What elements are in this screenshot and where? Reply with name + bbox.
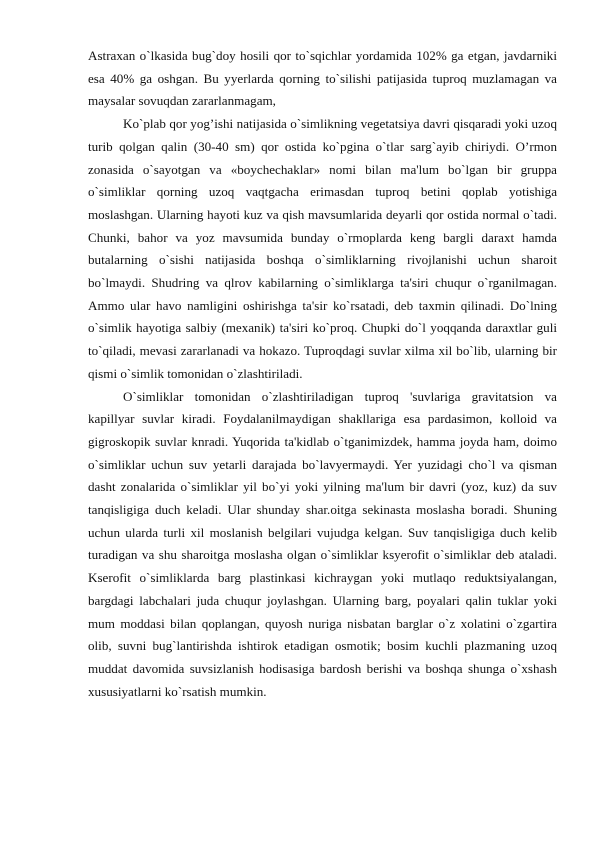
- paragraph-2: Ko`plab qor yog’ishi natijasida o`simlikning vegetatsiya davri qisqaradi yoki uzoq turib qolgan qalin (30-40 sm) qor ostida ko`pgina o`tlar sarg`ayib chiriydi. O’rmon zonasida o`sayotgan va «boychechaklar» nomi bilan ma'lum bo`lgan bir gruppa o`simliklar qorning uzoq vaqtgacha erimasdan tuproq betini qoplab yotishiga moslashgan. Ularning hayoti kuz va qish mavsumlarida deyarli qor ostida normal o`tadi. Chunki, bahor va yoz mavsumida bunday o`rmoplarda keng bargli daraxt hamda butalarning o`sishi natijasida boshqa o`simliklarning rivojlanishi uchun sharoit bo`lmaydi. Shudring va qlrov kabilarning o`simliklarga ta'siri chuqur o`rganilmagan. Ammo ular havo namligini oshirishga ta'sir ko`rsatadi, deb taxmin qilinadi. Do`lning o`simlik hayotiga salbiy (mexanik) ta'siri ko`proq. Chupki do`l yoqqanda daraxtlar guli to`qiladi, mevasi zararlanadi va hokazo. Tuproqdagi suvlar xilma xil bo`lib, ularning bir qismi o`simlik tomonidan o`zlashtiriladi.: [88, 116, 557, 381]
- paragraph-3: O`simliklar tomonidan o`zlashtiriladigan tuproq 'suvlariga gravitatsion va kapillyar suvlar kiradi. Foydalanilmaydigan shakllariga esa pardasimon, kolloid va gigroskopik suvlar knradi. Yuqorida ta'kidlab o`tganimizdek, hamma joyda ham, doimo o`simliklar uchun suv yetarli darajada bo`lavyermaydi. Yer yuzidagi cho`l va qisman dasht zonalarida o`simliklar yil bo`yi yoki yilning ma'lum bir davri (yoz, kuz) da suv tanqisligiga duch keladi. Ular shunday shar.oitga sekinasta moslasha boradi. Shuning uchun ularda turli xil moslanish belgilari vujudga kelgan. Suv tanqisligiga duch kelib turadigan va shu sharoitga moslasha olgan o`simliklar ksyerofit o`simliklar deb ataladi. Kserofit o`simliklarda barg plastinkasi kichraygan yoki mutlaqo reduktsiyalangan, bargdagi labchalari juda chuqur joylashgan. Ularning barg, poyalari qalin tuklar yoki mum moddasi bilan qoplangan, quyosh nuriga nisbatan barglar o`z xolatini o`zgartira olib, suvni bug`lantirishda ishtirok etadigan osmotik; bosim kuchli plazmaning uzoq muddat davomida suvsizlanish hodisasiga bardosh berishi va boshqa shunga o`xshash xususiyatlarni ko`rsatish mumkin.: [88, 388, 557, 699]
- document-page: [88, 45, 557, 703]
- paragraph-1: Astraxan o`lkasida bug`doy hosili qor to`sqichlar yordamida 102% ga etgan, javdarniki esa 40% ga oshgan. Bu yyerlarda qorning to`silishi patijasida tuproq muzlamagan va maysalar sovuqdan zararlanmagam,: [88, 48, 557, 109]
